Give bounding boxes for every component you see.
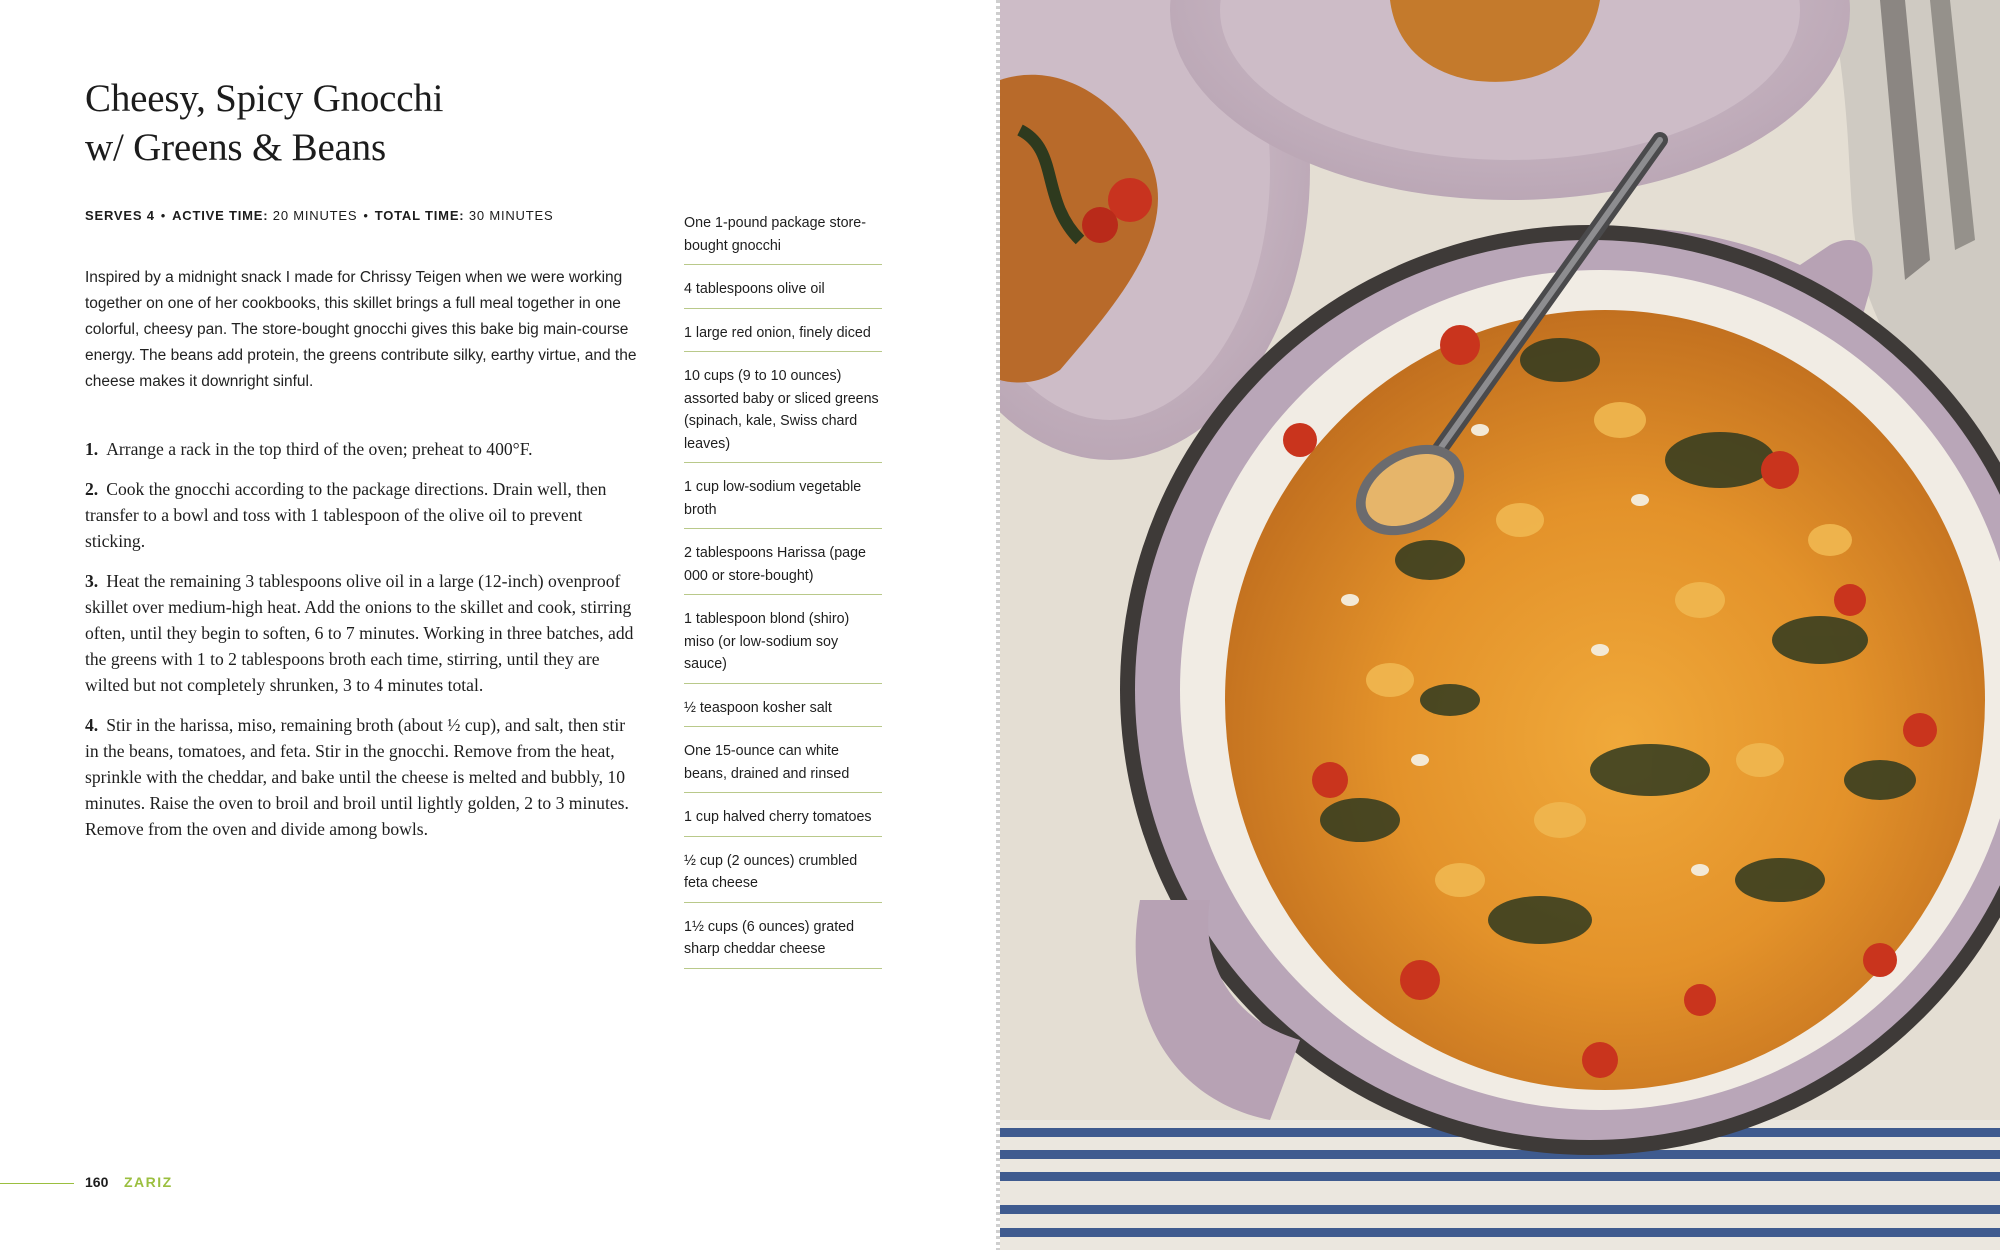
meta-bullet: • <box>160 208 167 223</box>
book-title: ZARIZ <box>124 1174 173 1190</box>
ingredient-item: 4 tablespoons olive oil <box>684 274 882 309</box>
ingredient-item: 2 tablespoons Harissa (page 000 or store-bought) <box>684 538 882 595</box>
ingredient-item: 1 large red onion, finely diced <box>684 318 882 353</box>
step-number: 3. <box>85 571 99 591</box>
ingredient-item: 1 cup halved cherry tomatoes <box>684 802 882 837</box>
recipe-meta <box>85 208 553 223</box>
method-steps <box>85 436 640 856</box>
step-number: 2. <box>85 479 99 499</box>
active-time-value: 20 MINUTES <box>272 208 358 223</box>
serves-label: SERVES 4 <box>85 208 155 223</box>
step-number: 4. <box>85 715 99 735</box>
footer-rule <box>0 1183 74 1184</box>
ingredient-item: 10 cups (9 to 10 ounces) assorted baby or sliced greens (spinach, kale, Swiss chard leaves) <box>684 361 882 463</box>
skillet-photo-illustration <box>1000 0 2000 1250</box>
recipe-title <box>85 74 443 172</box>
step-item <box>85 476 640 554</box>
ingredient-item: 1 cup low-sodium vegetable broth <box>684 472 882 529</box>
step-text: Cook the gnocchi according to the package directions. Drain well, then transfer to a bowl and toss with 1 tablespoon of the olive oil to prevent sticking. <box>85 479 607 551</box>
step-text: Arrange a rack in the top third of the oven; preheat to 400°F. <box>106 439 533 459</box>
total-time-label: TOTAL TIME: <box>374 208 465 223</box>
ingredient-item: One 1-pound package store-bought gnocchi <box>684 208 882 265</box>
page-number: 160 <box>85 1174 109 1190</box>
step-number: 1. <box>85 439 99 459</box>
step-item <box>85 712 640 842</box>
recipe-title-line-2: w/ Greens & Beans <box>85 126 386 169</box>
ingredient-item: One 15-ounce can white beans, drained and rinsed <box>684 736 882 793</box>
ingredient-item: 1 tablespoon blond (shiro) miso (or low-sodium soy sauce) <box>684 604 882 684</box>
recipe-intro: Inspired by a midnight snack I made for Chrissy Teigen when we were working together on one of her cookbooks, this skillet brings a full meal together in one colorful, cheesy pan. The store-bought gnocchi gives this bake big main-course energy. The beans add protein, the greens contribute silky, earthy virtue, and the cheese makes it downright sinful. <box>85 269 637 390</box>
recipe-title-line-1: Cheesy, Spicy Gnocchi <box>85 77 444 120</box>
food-photo <box>1000 0 2000 1250</box>
step-item <box>85 436 640 462</box>
ingredient-item: ½ cup (2 ounces) crumbled feta cheese <box>684 846 882 903</box>
step-text: Heat the remaining 3 tablespoons olive oil in a large (12-inch) ovenproof skillet over medium-high heat. Add the onions to the skillet and cook, stirring often, until they begin to soften, 6 to 7 minutes. Working in three batches, add the greens with 1 to 2 tablespoons broth each time, stirring, until they are wilted but not completely shrunken, 3 to 4 minutes total. <box>85 571 634 695</box>
active-time-label: ACTIVE TIME: <box>172 208 269 223</box>
ingredient-item: 1½ cups (6 ounces) grated sharp cheddar cheese <box>684 912 882 969</box>
total-time-value: 30 MINUTES <box>468 208 554 223</box>
meta-bullet: • <box>363 208 369 223</box>
step-item <box>85 568 640 698</box>
ingredient-item: ½ teaspoon kosher salt <box>684 693 882 728</box>
step-text: Stir in the harissa, miso, remaining broth (about ½ cup), and salt, then stir in the beans, tomatoes, and feta. Stir in the gnocchi. Remove from the heat, sprinkle with the cheddar, and bake until the cheese is melted and bubbly, 10 minutes. Raise the oven to broil and broil until lightly golden, 2 to 3 minutes. Remove from the oven and divide among bowls. <box>85 715 629 839</box>
ingredient-list <box>684 208 882 978</box>
